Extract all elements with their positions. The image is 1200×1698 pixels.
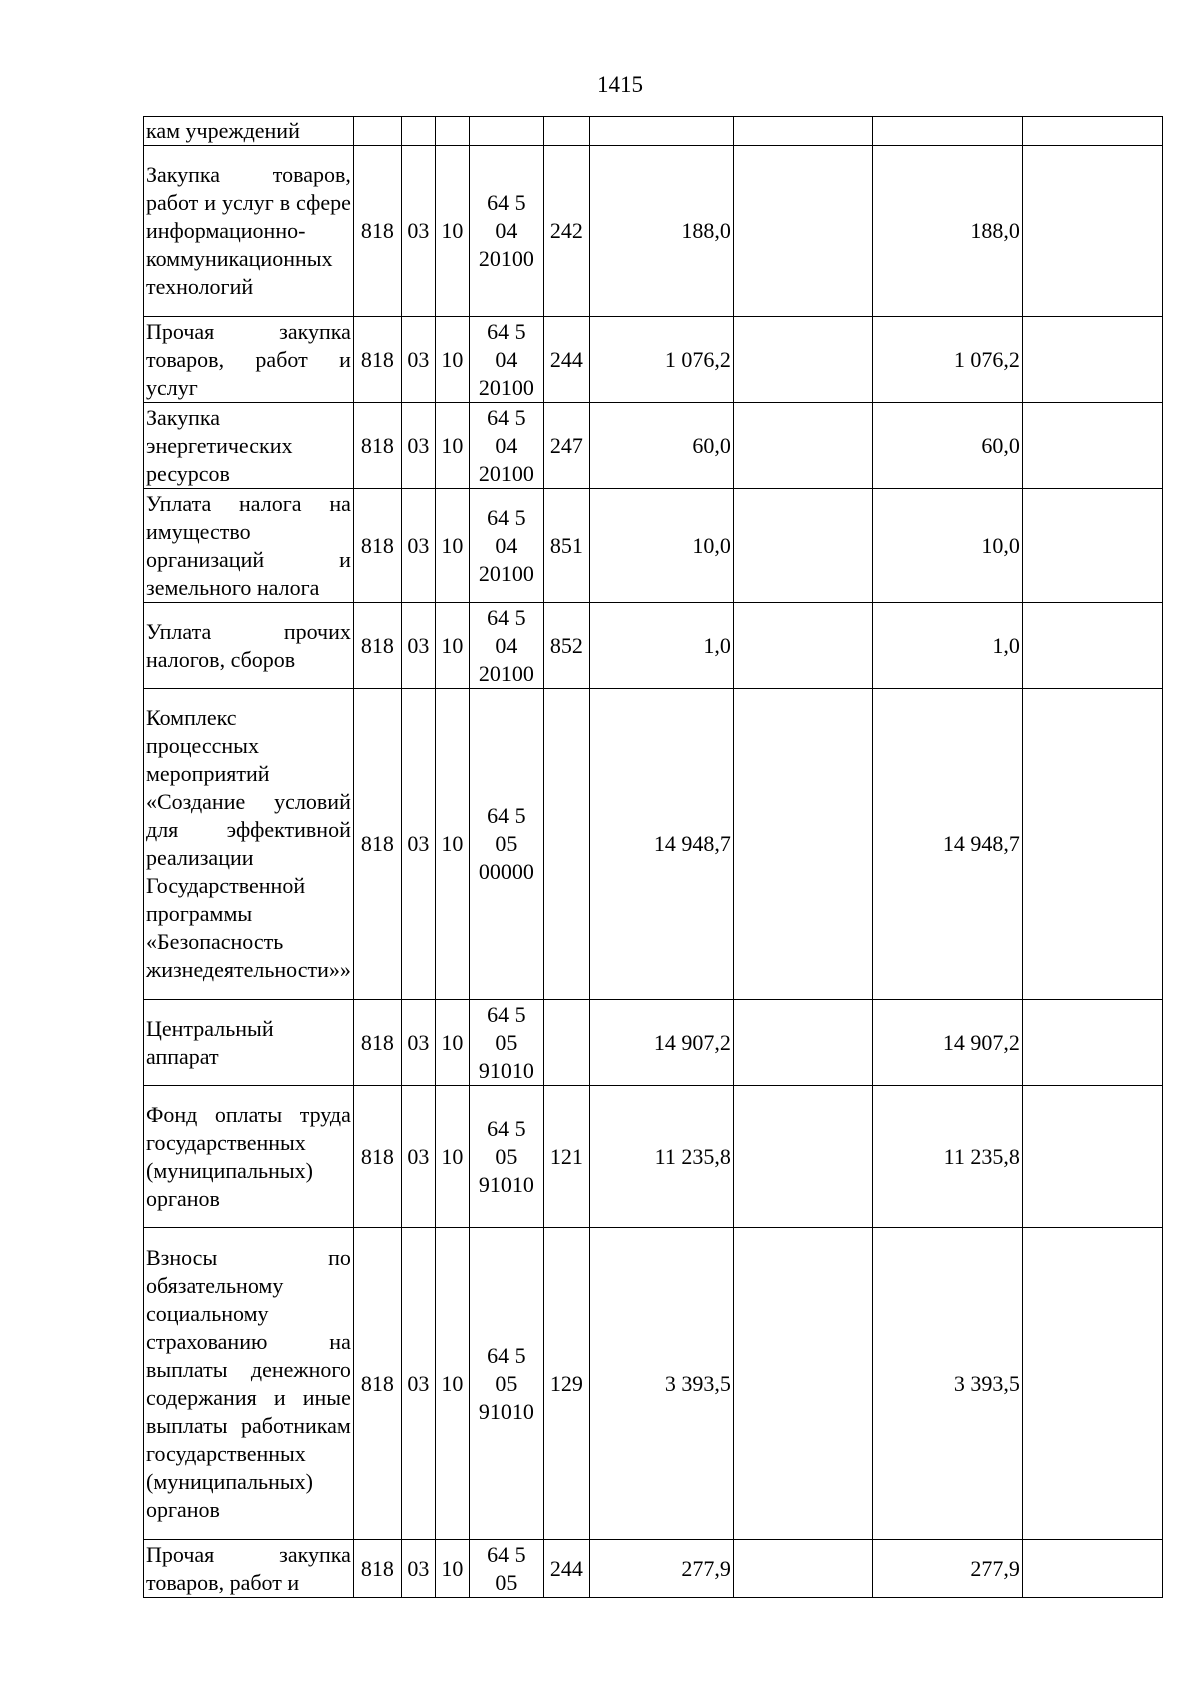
- vr-code: 852: [543, 603, 589, 689]
- amount-4: [1022, 1540, 1162, 1598]
- amount-2: [733, 117, 872, 146]
- row-name: Закупка товаров, работ и услуг в сфере информационно-коммуникационных технологий: [144, 146, 354, 317]
- table-row: [144, 1228, 1163, 1540]
- row-name: Центральный аппарат: [144, 1000, 354, 1086]
- amount-2: [733, 146, 872, 317]
- pr-code: 10: [435, 689, 469, 1000]
- amount-3: 14 907,2: [872, 1000, 1022, 1086]
- pr-code: 10: [435, 1086, 469, 1228]
- amount-3: 3 393,5: [872, 1228, 1022, 1540]
- csr-code: 64 5 05 91010: [469, 1086, 543, 1228]
- amount-2: [733, 1228, 872, 1540]
- gr-code: 818: [353, 1000, 401, 1086]
- amount-4: [1022, 1000, 1162, 1086]
- amount-2: [733, 403, 872, 489]
- gr-code: 818: [353, 689, 401, 1000]
- amount-1: 277,9: [589, 1540, 733, 1598]
- gr-code: 818: [353, 1228, 401, 1540]
- gr-code: 818: [353, 1086, 401, 1228]
- csr-code: 64 5 04 20100: [469, 146, 543, 317]
- vr-code: 244: [543, 317, 589, 403]
- gr-code: 818: [353, 489, 401, 603]
- rz-code: 03: [401, 603, 435, 689]
- rz-code: 03: [401, 689, 435, 1000]
- amount-1: 3 393,5: [589, 1228, 733, 1540]
- row-name: Закупка энергетических ресурсов: [144, 403, 354, 489]
- csr-code: 64 5 04 20100: [469, 403, 543, 489]
- amount-1: 1 076,2: [589, 317, 733, 403]
- amount-2: [733, 317, 872, 403]
- rz-code: [401, 117, 435, 146]
- rz-code: 03: [401, 317, 435, 403]
- csr-code: 64 5 04 20100: [469, 489, 543, 603]
- rz-code: 03: [401, 1228, 435, 1540]
- csr-code: 64 5 04 20100: [469, 317, 543, 403]
- amount-3: 11 235,8: [872, 1086, 1022, 1228]
- gr-code: [353, 117, 401, 146]
- pr-code: 10: [435, 317, 469, 403]
- amount-2: [733, 1000, 872, 1086]
- amount-1: 188,0: [589, 146, 733, 317]
- csr-code: 64 5 05: [469, 1540, 543, 1598]
- row-name: Комплекс процессных мероприятий «Создание условий для эффективной реализации Государственной программы «Безопасность жизнедеятельности»»: [144, 689, 354, 1000]
- amount-2: [733, 1540, 872, 1598]
- amount-4: [1022, 146, 1162, 317]
- table-row: [144, 117, 1163, 146]
- csr-code: 64 5 04 20100: [469, 603, 543, 689]
- gr-code: 818: [353, 1540, 401, 1598]
- vr-code: 121: [543, 1086, 589, 1228]
- amount-3: 60,0: [872, 403, 1022, 489]
- vr-code: [543, 117, 589, 146]
- amount-1: [589, 117, 733, 146]
- table-row: [144, 317, 1163, 403]
- gr-code: 818: [353, 603, 401, 689]
- pr-code: 10: [435, 489, 469, 603]
- amount-3: 1,0: [872, 603, 1022, 689]
- table-row: [144, 1000, 1163, 1086]
- row-name: кам учреждений: [144, 117, 354, 146]
- table-row: [144, 489, 1163, 603]
- csr-code: 64 5 05 91010: [469, 1228, 543, 1540]
- vr-code: [543, 689, 589, 1000]
- amount-3: 277,9: [872, 1540, 1022, 1598]
- amount-4: [1022, 317, 1162, 403]
- row-name: Уплата налога на имущество организаций и земельного налога: [144, 489, 354, 603]
- vr-code: 242: [543, 146, 589, 317]
- vr-code: 244: [543, 1540, 589, 1598]
- amount-2: [733, 603, 872, 689]
- table-row: [144, 689, 1163, 1000]
- amount-2: [733, 1086, 872, 1228]
- amount-4: [1022, 689, 1162, 1000]
- row-name: Прочая закупка товаров, работ и услуг: [144, 317, 354, 403]
- table-row: [144, 603, 1163, 689]
- rz-code: 03: [401, 403, 435, 489]
- amount-3: 188,0: [872, 146, 1022, 317]
- amount-1: 14 948,7: [589, 689, 733, 1000]
- rz-code: 03: [401, 489, 435, 603]
- amount-3: 14 948,7: [872, 689, 1022, 1000]
- table-row: [144, 1086, 1163, 1228]
- table-row: [144, 403, 1163, 489]
- table-row: [144, 1540, 1163, 1598]
- vr-code: 851: [543, 489, 589, 603]
- pr-code: 10: [435, 1000, 469, 1086]
- amount-4: [1022, 489, 1162, 603]
- pr-code: 10: [435, 603, 469, 689]
- pr-code: 10: [435, 403, 469, 489]
- amount-2: [733, 489, 872, 603]
- gr-code: 818: [353, 403, 401, 489]
- amount-4: [1022, 117, 1162, 146]
- amount-3: 1 076,2: [872, 317, 1022, 403]
- amount-1: 60,0: [589, 403, 733, 489]
- rz-code: 03: [401, 1540, 435, 1598]
- csr-code: 64 5 05 91010: [469, 1000, 543, 1086]
- amount-1: 1,0: [589, 603, 733, 689]
- vr-code: [543, 1000, 589, 1086]
- pr-code: [435, 117, 469, 146]
- vr-code: 129: [543, 1228, 589, 1540]
- pr-code: 10: [435, 1540, 469, 1598]
- row-name: Фонд оплаты труда государственных (муниципальных) органов: [144, 1086, 354, 1228]
- budget-table: [143, 116, 1163, 1598]
- gr-code: 818: [353, 146, 401, 317]
- csr-code: [469, 117, 543, 146]
- row-name: Взносы по обязательному социальному страхованию на выплаты денежного содержания и иные выплаты работникам государственных (муниципальных) органов: [144, 1228, 354, 1540]
- amount-2: [733, 689, 872, 1000]
- amount-4: [1022, 1086, 1162, 1228]
- csr-code: 64 5 05 00000: [469, 689, 543, 1000]
- page-number: 1415: [597, 72, 643, 97]
- table-row: [144, 146, 1163, 317]
- pr-code: 10: [435, 146, 469, 317]
- rz-code: 03: [401, 1086, 435, 1228]
- amount-4: [1022, 603, 1162, 689]
- vr-code: 247: [543, 403, 589, 489]
- rz-code: 03: [401, 146, 435, 317]
- amount-4: [1022, 403, 1162, 489]
- amount-1: 14 907,2: [589, 1000, 733, 1086]
- rz-code: 03: [401, 1000, 435, 1086]
- row-name: Прочая закупка товаров, работ и: [144, 1540, 354, 1598]
- pr-code: 10: [435, 1228, 469, 1540]
- amount-1: 11 235,8: [589, 1086, 733, 1228]
- amount-1: 10,0: [589, 489, 733, 603]
- amount-4: [1022, 1228, 1162, 1540]
- amount-3: 10,0: [872, 489, 1022, 603]
- amount-3: [872, 117, 1022, 146]
- gr-code: 818: [353, 317, 401, 403]
- row-name: Уплата прочих налогов, сборов: [144, 603, 354, 689]
